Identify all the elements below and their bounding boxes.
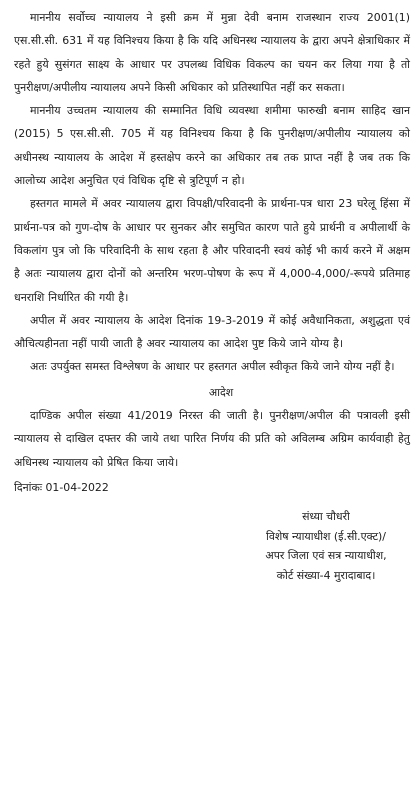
signatory-name: संध्या चौधरी bbox=[302, 510, 350, 524]
paragraph-supreme-court-munna-devi: माननीय सर्वोच्च न्यायालय ने इसी क्रम में मुन्ना देवी बनाम राजस्थान राज्य 2001(1) एस.सी.सी. 631 में यह विनिश्चय किया है कि यदि अधिनस्थ न्यायालय के द्वारा अपने क्षेत्राधिकार में रहते हुये सुसंगत साक्ष्य के आधार पर उपलब्ध विधिक विकल्प का चयन कर लिया गया है तो पुनरीक्षण/अपीलीय न्यायालय अपने किसी अधिकार को प्रतिस्थापित नहीं कर सकता। bbox=[14, 11, 410, 94]
order-date: दिनांकः 01-04-2022 bbox=[14, 480, 109, 494]
paragraph-shamima-farooqui: माननीय उच्चतम न्यायालय की सम्मानित विधि व्यवस्था शमीमा फारुखी बनाम साहिद खान (2015) 5 एस.सी.सी. 705 में यह विनिश्चय किया है कि पुनरीक्षण/अपीलीय न्यायालय को अधीनस्थ न्यायालय के आदेश में हस्तक्षेप करने का अधिकार तब तक प्राप्त नहीं है जब तक कि आलोच्य आदेश अनुचित एवं विधिक दृष्टि से त्रुटिपूर्ण न हो। bbox=[14, 104, 410, 188]
paragraph-case-facts: हस्तगत मामले में अवर न्यायालय द्वारा विपक्षी/परिवादनी के प्रार्थना-पत्र धारा 23 घरेलू हिंसा में प्रार्थना-पत्र को गुण-दोष के आधार पर सुनकर और समुचित कारण पाते हुये प्रार्थनी व अपीलार्थी के विकलांग पुत्र जो कि परिवादिनी के साथ रहता है और परिवादनी स्वयं कोई भी कार्य करने में अक्षम है अतः न्यायालय द्वारा दोनों को अन्तरिम भरण-पोषण के रूप में 4,000-4,000/-रूपये प्रतिमाह धनराशि निर्धारित की गयी है। bbox=[14, 197, 410, 304]
signatory-designation-1: विशेष न्यायाधीश (ई.सी.एक्ट)/ bbox=[266, 529, 386, 543]
paragraph-lower-court-order: अपील में अवर न्यायालय के आदेश दिनांक 19-3-2019 में कोई अवैधानिकता, अशुद्धता एवं औचित्यहीनता नहीं पायी जाती है अवर न्यायालय का आदेश पुष्ट किये जाने योग्य है। bbox=[14, 313, 410, 351]
signatory-designation-2: अपर जिला एवं सत्र न्यायाधीश, bbox=[265, 549, 387, 563]
signatory-court: कोर्ट संख्या-4 मुरादाबाद। bbox=[276, 568, 376, 582]
paragraph-conclusion: अतः उपर्युक्त समस्त विश्लेषण के आधार पर हस्तगत अपील स्वीकृत किये जाने योग्य नहीं है। bbox=[30, 360, 395, 374]
signature-block bbox=[242, 507, 410, 585]
order-paragraph: दाण्डिक अपील संख्या 41/2019 निरस्त की जाती है। पुनरीक्षण/अपील की पत्रावली इसी न्यायालय से दाखिल दफ्तर की जाये तथा पारित निर्णय की प्रति को अविलम्ब अग्रिम कार्यवाही हेतु अधिनस्थ न्यायालय को प्रेषित किया जाये। bbox=[14, 409, 410, 469]
order-heading: आदेश bbox=[208, 385, 234, 399]
